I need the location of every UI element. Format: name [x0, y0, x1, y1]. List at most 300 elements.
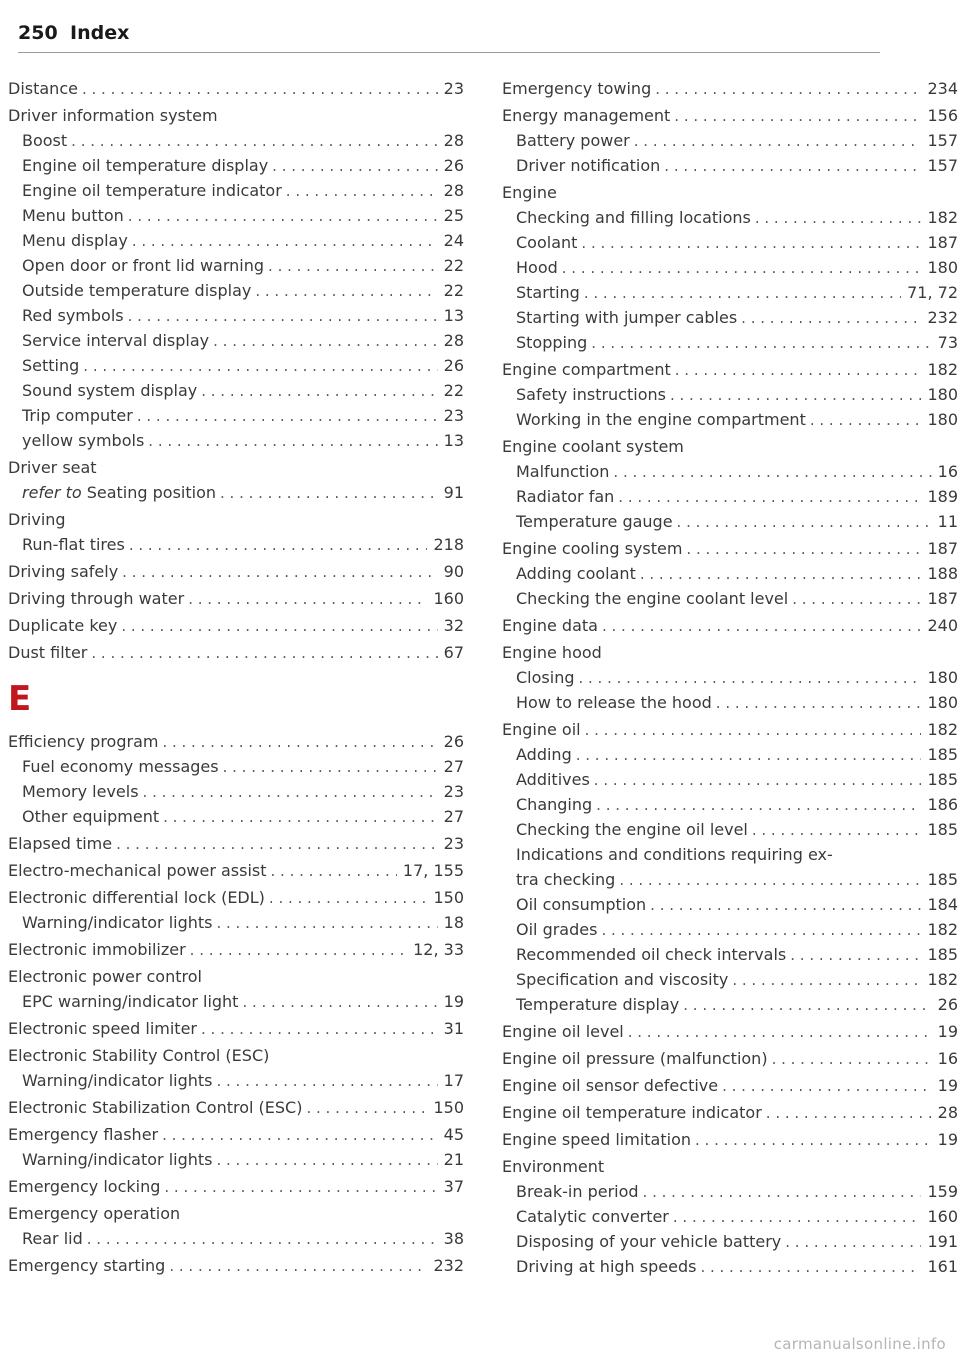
entry-term: Red symbols [8, 303, 128, 328]
index-subentry [502, 280, 958, 305]
page-reference: 188 [921, 561, 958, 586]
page-number: 250 [18, 22, 58, 44]
entry-term: Electronic Stability Control (ESC) [8, 1043, 273, 1068]
dot-leader [683, 993, 931, 1018]
dot-leader [216, 1069, 437, 1094]
index-subentry [502, 1179, 958, 1204]
index-entry [8, 885, 464, 910]
dot-leader [162, 730, 437, 755]
dot-leader [71, 129, 437, 154]
letter-heading-text: E [8, 679, 32, 719]
dot-leader [619, 868, 921, 893]
page-reference: 12, 33 [407, 937, 464, 962]
entry-term: Safety instructions [502, 382, 670, 407]
entry-term: Outside temperature display [8, 278, 255, 303]
page-reference: 187 [921, 536, 958, 561]
entry-term: Specification and viscosity [502, 967, 732, 992]
page-reference: 19 [932, 1019, 958, 1044]
index-entry [502, 76, 958, 101]
index-subentry [502, 817, 958, 842]
dot-leader [581, 231, 921, 256]
dot-leader [162, 1123, 438, 1148]
dot-leader [188, 587, 427, 612]
page-reference: 23 [438, 831, 464, 856]
dot-leader [618, 485, 921, 510]
dot-leader [670, 383, 921, 408]
page-reference: 150 [427, 885, 464, 910]
entry-term: Engine [502, 180, 561, 205]
entry-term: Electronic power control [8, 964, 206, 989]
page-reference: 232 [427, 1253, 464, 1278]
page-title: Index [70, 22, 130, 44]
entry-term: Coolant [502, 230, 581, 255]
dot-leader [116, 832, 438, 857]
entry-term: Checking the engine coolant level [502, 586, 792, 611]
index-subentry [502, 767, 958, 792]
dot-leader [148, 429, 437, 454]
index-subentry [502, 1254, 958, 1279]
entry-term: Menu display [8, 228, 132, 253]
entry-term: Setting [8, 353, 83, 378]
dot-leader [650, 893, 921, 918]
page-reference: 185 [921, 867, 958, 892]
page-reference: 28 [438, 328, 464, 353]
entry-term: Run-flat tires [8, 532, 129, 557]
index-entry [502, 1073, 958, 1098]
page-reference: 28 [438, 178, 464, 203]
index-subentry [502, 330, 958, 355]
dot-leader [268, 254, 438, 279]
dot-leader [201, 379, 437, 404]
entry-term: Driver seat [8, 455, 101, 480]
index-subentry [502, 382, 958, 407]
page-reference: 38 [438, 1226, 464, 1251]
entry-term: Engine oil temperature display [8, 153, 272, 178]
page-reference: 23 [438, 403, 464, 428]
dot-leader [269, 886, 428, 911]
index-entry [502, 613, 958, 638]
index-subentry [502, 153, 958, 178]
entry-term: Engine oil [502, 717, 585, 742]
index-entry [8, 1016, 464, 1041]
dot-leader [585, 718, 922, 743]
index-entry [8, 586, 464, 611]
page-reference: 22 [438, 253, 464, 278]
entry-term: Radiator fan [502, 484, 618, 509]
dot-leader [121, 614, 437, 639]
entry-term: Driving at high speeds [502, 1254, 700, 1279]
entry-term: Temperature display [502, 992, 683, 1017]
entry-term: Electronic immobilizer [8, 937, 190, 962]
index-column-left [8, 76, 464, 1278]
page-reference: 32 [438, 613, 464, 638]
index-subentry [8, 303, 464, 328]
entry-term: Rear lid [8, 1226, 87, 1251]
page-reference: 37 [438, 1174, 464, 1199]
entry-term: Driver notification [502, 153, 664, 178]
entry-term: Checking and filling locations [502, 205, 755, 230]
entry-term: Emergency flasher [8, 1122, 162, 1147]
dot-leader [643, 1180, 922, 1205]
index-entry [8, 831, 464, 856]
page-reference: 234 [921, 76, 958, 101]
index-entry [502, 1046, 958, 1071]
dot-leader [190, 938, 407, 963]
page-reference: 150 [427, 1095, 464, 1120]
entry-term: Engine coolant system [502, 434, 688, 459]
entry-term: Recommended oil check intervals [502, 942, 790, 967]
index-subentry [8, 178, 464, 203]
page-reference: 159 [921, 1179, 958, 1204]
dot-leader [220, 481, 438, 506]
index-subentry [502, 942, 958, 967]
page-reference: 160 [921, 1204, 958, 1229]
watermark: carmanualsonline.info [773, 1335, 946, 1353]
index-subentry [502, 586, 958, 611]
page-reference: 18 [438, 910, 464, 935]
dot-leader [640, 562, 922, 587]
index-subentry [8, 278, 464, 303]
index-entry [8, 507, 464, 532]
index-subentry [8, 228, 464, 253]
entry-term: Open door or front lid warning [8, 253, 268, 278]
dot-leader [792, 587, 921, 612]
page-reference: 67 [438, 640, 464, 665]
index-subentry [502, 1204, 958, 1229]
index-entry [8, 1253, 464, 1278]
page-reference: 90 [438, 559, 464, 584]
page-reference: 180 [921, 382, 958, 407]
dot-leader [766, 1101, 932, 1126]
page-reference: 31 [438, 1016, 464, 1041]
dot-leader [122, 560, 437, 585]
entry-term: Checking the engine oil level [502, 817, 752, 842]
entry-term: yellow symbols [8, 428, 148, 453]
dot-leader [132, 229, 438, 254]
entry-term: Driving through water [8, 586, 188, 611]
index-subentry [8, 1226, 464, 1251]
index-subentry [8, 428, 464, 453]
dot-leader [732, 968, 921, 993]
index-entry [502, 434, 958, 459]
entry-term: Electro-mechanical power assist [8, 858, 271, 883]
entry-term-text: Seating position [86, 483, 216, 502]
entry-term [8, 480, 220, 505]
dot-leader [216, 1148, 437, 1173]
index-subentry [502, 792, 958, 817]
entry-term: Electronic Stabilization Control (ESC) [8, 1095, 306, 1120]
page-reference: 25 [438, 203, 464, 228]
page-reference: 26 [932, 992, 958, 1017]
page-reference: 91 [438, 480, 464, 505]
index-entry [502, 1100, 958, 1125]
index-subentry [502, 561, 958, 586]
dot-leader [576, 743, 922, 768]
index-subentry [502, 967, 958, 992]
index-entry [8, 455, 464, 480]
entry-term: Indications and conditions requiring ex- [502, 842, 837, 867]
dot-leader [83, 354, 437, 379]
index-entry [502, 717, 958, 742]
dot-leader [634, 129, 922, 154]
page-reference: 186 [921, 792, 958, 817]
entry-term: tra checking [502, 867, 619, 892]
dot-leader [810, 408, 922, 433]
page-reference: 26 [438, 153, 464, 178]
page-reference: 17, 155 [397, 858, 464, 883]
page-reference: 180 [921, 665, 958, 690]
entry-term: Trip computer [8, 403, 137, 428]
dot-leader [722, 1074, 932, 1099]
page-reference: 187 [921, 230, 958, 255]
entry-term: EPC warning/indicator light [8, 989, 242, 1014]
page-reference: 26 [438, 729, 464, 754]
header-divider [18, 52, 880, 53]
index-subentry [502, 842, 958, 867]
index-subentry [8, 804, 464, 829]
index-subentry [8, 910, 464, 935]
index-entry [8, 1043, 464, 1068]
dot-leader [306, 1096, 427, 1121]
dot-leader [677, 510, 932, 535]
page-reference: 16 [932, 1046, 958, 1071]
cross-reference-prefix: refer to [22, 483, 82, 502]
index-entry [8, 613, 464, 638]
index-entry [8, 964, 464, 989]
page-reference: 184 [921, 892, 958, 917]
dot-leader [201, 1017, 438, 1042]
entry-term: Starting with jumper cables [502, 305, 741, 330]
index-entry [8, 76, 464, 101]
index-subentry [502, 407, 958, 432]
entry-term: Engine data [502, 613, 602, 638]
page-reference: 73 [932, 330, 958, 355]
entry-term: Engine oil level [502, 1019, 628, 1044]
dot-leader [128, 304, 438, 329]
entry-term: Oil grades [502, 917, 601, 942]
dot-leader [741, 306, 921, 331]
page-reference: 23 [438, 779, 464, 804]
page-reference: 11 [932, 509, 958, 534]
dot-leader [137, 404, 438, 429]
dot-leader [169, 1254, 427, 1279]
entry-term: Efficiency program [8, 729, 162, 754]
page-reference: 218 [427, 532, 464, 557]
dot-leader [163, 805, 438, 830]
index-subentry [502, 665, 958, 690]
index-entry [8, 1095, 464, 1120]
entry-term: Stopping [502, 330, 591, 355]
page-reference: 157 [921, 153, 958, 178]
page-reference: 17 [438, 1068, 464, 1093]
index-subentry [502, 205, 958, 230]
dot-leader [216, 911, 437, 936]
entry-term: Memory levels [8, 779, 143, 804]
entry-term: Battery power [502, 128, 634, 153]
page-reference: 23 [438, 76, 464, 101]
entry-term: Driver information system [8, 103, 222, 128]
entry-term: Adding [502, 742, 576, 767]
dot-leader [82, 77, 438, 102]
index-subentry [502, 484, 958, 509]
dot-leader [686, 537, 921, 562]
page-reference: 45 [438, 1122, 464, 1147]
page-reference: 187 [921, 586, 958, 611]
page-reference: 180 [921, 407, 958, 432]
entry-term: Emergency towing [502, 76, 655, 101]
index-entry [502, 357, 958, 382]
index-subentry [8, 128, 464, 153]
index-entry [8, 640, 464, 665]
page-reference: 26 [438, 353, 464, 378]
entry-term: Service interval display [8, 328, 213, 353]
entry-term: Other equipment [8, 804, 163, 829]
page-reference: 24 [438, 228, 464, 253]
entry-term: How to release the hood [502, 690, 716, 715]
page-reference: 27 [438, 754, 464, 779]
page-reference: 22 [438, 378, 464, 403]
entry-term: Engine oil temperature indicator [8, 178, 286, 203]
index-entry [502, 1127, 958, 1152]
entry-term: Hood [502, 255, 562, 280]
dot-leader [271, 859, 397, 884]
dot-leader [596, 793, 921, 818]
entry-term: Engine oil sensor defective [502, 1073, 722, 1098]
entry-term: Break-in period [502, 1179, 643, 1204]
entry-term: Changing [502, 792, 596, 817]
entry-term: Electronic speed limiter [8, 1016, 201, 1041]
entry-term: Environment [502, 1154, 608, 1179]
index-entry [8, 858, 464, 883]
dot-leader [716, 691, 922, 716]
page-reference: 156 [921, 103, 958, 128]
page-reference: 182 [921, 717, 958, 742]
entry-term: Distance [8, 76, 82, 101]
index-subentry [502, 690, 958, 715]
index-entry [8, 937, 464, 962]
entry-term: Menu button [8, 203, 128, 228]
dot-leader [91, 641, 437, 666]
dot-leader [255, 279, 437, 304]
entry-term: Engine oil temperature indicator [502, 1100, 766, 1125]
page-reference: 189 [921, 484, 958, 509]
dot-leader [129, 533, 428, 558]
page-reference: 22 [438, 278, 464, 303]
dot-leader [591, 331, 931, 356]
index-subentry [502, 892, 958, 917]
page-reference: 21 [438, 1147, 464, 1172]
index-entry [502, 536, 958, 561]
dot-leader [752, 818, 922, 843]
entry-term: Engine cooling system [502, 536, 686, 561]
page-reference: 16 [932, 459, 958, 484]
index-subentry [502, 305, 958, 330]
page-reference: 182 [921, 357, 958, 382]
entry-term: Elapsed time [8, 831, 116, 856]
index-subentry [8, 989, 464, 1014]
page-reference: 180 [921, 690, 958, 715]
page-reference: 19 [438, 989, 464, 1014]
entry-term: Temperature gauge [502, 509, 677, 534]
page-reference: 182 [921, 205, 958, 230]
page-reference: 191 [921, 1229, 958, 1254]
index-subentry [8, 203, 464, 228]
dot-leader [755, 206, 922, 231]
index-subentry [8, 328, 464, 353]
page-reference: 185 [921, 817, 958, 842]
dot-leader [164, 1175, 437, 1200]
index-subentry [502, 128, 958, 153]
dot-leader [594, 768, 922, 793]
index-subentry [502, 459, 958, 484]
index-entry [502, 180, 958, 205]
index-entry [8, 1122, 464, 1147]
index-subentry [502, 230, 958, 255]
page-reference: 240 [921, 613, 958, 638]
index-entry [8, 103, 464, 128]
index-subentry [8, 353, 464, 378]
dot-leader [613, 460, 931, 485]
page-reference: 71, 72 [901, 280, 958, 305]
page-reference: 185 [921, 942, 958, 967]
index-subentry [8, 779, 464, 804]
index-subentry [8, 480, 464, 505]
dot-leader [562, 256, 922, 281]
page-reference: 19 [932, 1073, 958, 1098]
entry-term: Energy management [502, 103, 674, 128]
dot-leader [674, 104, 921, 129]
entry-term: Emergency operation [8, 1201, 184, 1226]
entry-term: Engine compartment [502, 357, 675, 382]
entry-term: Warning/indicator lights [8, 1147, 216, 1172]
page-reference: 160 [427, 586, 464, 611]
index-entry [502, 103, 958, 128]
entry-term: Emergency starting [8, 1253, 169, 1278]
dot-leader [128, 204, 438, 229]
page-reference: 185 [921, 742, 958, 767]
page-reference: 28 [438, 128, 464, 153]
index-entry [502, 1019, 958, 1044]
index-subentry [502, 1229, 958, 1254]
entry-term: Catalytic converter [502, 1204, 673, 1229]
letter-heading [8, 665, 464, 727]
dot-leader [213, 329, 438, 354]
dot-leader [628, 1020, 932, 1045]
dot-leader [584, 281, 901, 306]
dot-leader [601, 918, 921, 943]
dot-leader [785, 1230, 921, 1255]
index-entry [502, 1154, 958, 1179]
entry-term: Working in the engine compartment [502, 407, 810, 432]
entry-term: Warning/indicator lights [8, 1068, 216, 1093]
dot-leader [143, 780, 438, 805]
index-subentry [8, 532, 464, 557]
page-reference: 161 [921, 1254, 958, 1279]
entry-term: Engine hood [502, 640, 606, 665]
dot-leader [223, 755, 438, 780]
dot-leader [272, 154, 437, 179]
dot-leader [286, 179, 438, 204]
entry-term: Dust filter [8, 640, 91, 665]
page-reference: 13 [438, 303, 464, 328]
entry-term: Driving safely [8, 559, 122, 584]
page-reference: 182 [921, 917, 958, 942]
entry-term: Starting [502, 280, 584, 305]
entry-term: Sound system display [8, 378, 201, 403]
entry-term: Malfunction [502, 459, 613, 484]
entry-term: Adding coolant [502, 561, 640, 586]
dot-leader [675, 358, 922, 383]
